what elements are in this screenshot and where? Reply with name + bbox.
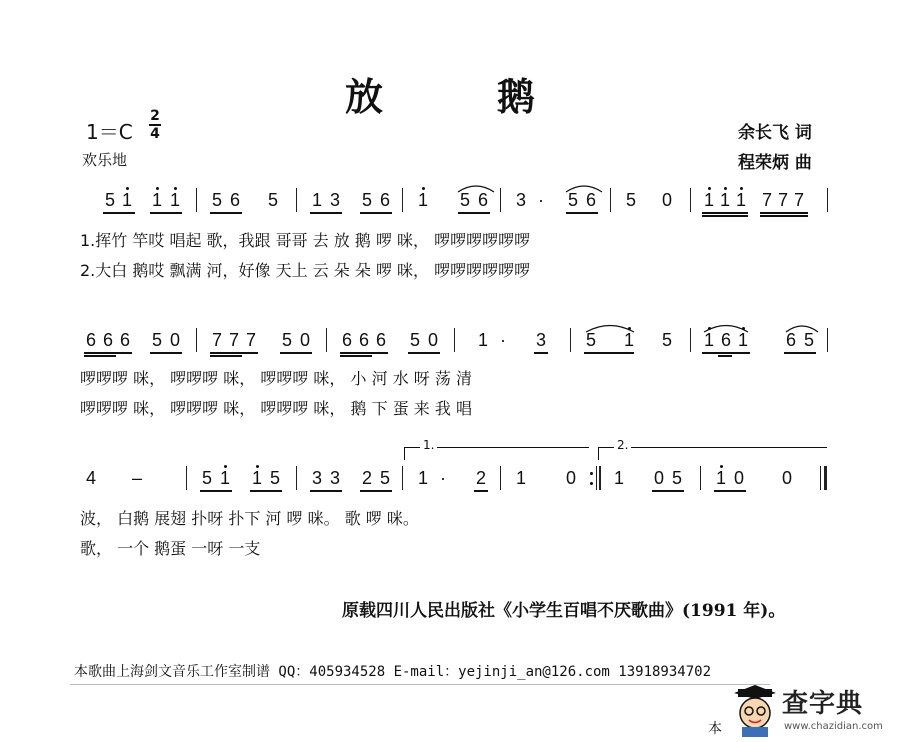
note: 6 — [586, 190, 597, 210]
note: 1 — [418, 190, 428, 211]
slur-mark — [702, 322, 750, 334]
note: 7 — [229, 330, 240, 350]
note: 5 — [410, 330, 421, 350]
lyricist-credit: 余长飞 词 — [738, 123, 812, 143]
note: 1 — [516, 468, 527, 488]
volta-bracket-2 — [598, 447, 827, 460]
note: 5 — [202, 468, 213, 488]
note: 5 — [105, 190, 116, 210]
time-signature — [148, 108, 162, 142]
lyric-verse-2: 啰啰啰 咪， 啰啰啰 咪， 啰啰啰 咪， 鹅 下 蛋 来 我 唱 — [80, 399, 472, 418]
note: 0 — [428, 330, 439, 350]
note: 5 — [460, 190, 471, 210]
note: 5 — [152, 330, 163, 350]
footer-credit: 本歌曲上海剑文音乐工作室制谱 QQ：405934528 E-mail：yejinji_an@126.com 13918934702 — [74, 664, 712, 680]
note: 5 — [804, 330, 815, 350]
note: 5 — [662, 330, 673, 350]
lyric-verse-1: 啰啰啰 咪， 啰啰啰 咪， 啰啰啰 咪， 小 河 水 呀 荡 清 — [80, 369, 472, 388]
slur-mark — [584, 322, 636, 334]
note: 1 — [736, 190, 746, 211]
note: 6 — [721, 330, 732, 350]
note: 5 — [586, 330, 597, 350]
note: 1 — [152, 190, 162, 211]
note: 6 — [786, 330, 797, 350]
note: – — [132, 468, 143, 488]
note: 5 — [672, 468, 683, 488]
note: 3 — [330, 468, 341, 488]
note: 0 — [300, 330, 311, 350]
mascot-icon — [732, 683, 780, 737]
note: · — [440, 468, 446, 488]
note: 7 — [778, 190, 789, 210]
note: 1 — [312, 190, 323, 210]
note: 3 — [330, 190, 341, 210]
lyric-verse-2: 歌， 一个 鹅蛋 一呀 一支 — [80, 539, 261, 558]
note: 1 — [252, 468, 262, 489]
note: 7 — [246, 330, 257, 350]
note: 1 — [220, 468, 230, 489]
note: 1 — [478, 330, 489, 350]
note: 1 — [624, 330, 634, 351]
song-title: 放 鹅 — [345, 74, 536, 119]
note: 5 — [212, 190, 223, 210]
note: 1 — [738, 330, 748, 351]
note: · — [538, 190, 544, 210]
note: 3 — [516, 190, 527, 210]
slur-mark — [456, 182, 496, 194]
note: 4 — [86, 468, 97, 488]
note: 1 — [170, 190, 180, 211]
note: 0 — [170, 330, 181, 350]
lyric-verse-1: 1.挥竹 竿哎 唱起 歌，我跟 哥哥 去 放 鹅 啰 咪， 啰啰啰啰啰啰 — [80, 231, 531, 250]
note: 6 — [86, 330, 97, 350]
note: 1 — [122, 190, 132, 211]
lyric-verse-2: 2.大白 鹅哎 飘满 河，好像 天上 云 朵 朵 啰 咪， 啰啰啰啰啰啰 — [80, 261, 531, 280]
site-logo — [732, 683, 890, 737]
logo-text: 查字典 — [782, 689, 864, 719]
note: 5 — [362, 190, 373, 210]
note: 5 — [268, 190, 279, 210]
logo-url: www.chazidian.com — [784, 721, 883, 732]
note: 5 — [270, 468, 281, 488]
note: 3 — [312, 468, 323, 488]
source-note: 原载四川人民出版社《小学生百唱不厌歌曲》(1991 年)。 — [342, 601, 786, 621]
note: 6 — [342, 330, 353, 350]
volta-label-1: 1. — [420, 438, 437, 452]
note: 6 — [120, 330, 131, 350]
volta-label-2: 2. — [614, 438, 631, 452]
note: 6 — [230, 190, 241, 210]
note: 6 — [103, 330, 114, 350]
time-signature-top: 2 — [150, 108, 160, 124]
note: 0 — [734, 468, 745, 488]
note: 5 — [380, 468, 391, 488]
note: 0 — [662, 190, 673, 210]
note: 2 — [362, 468, 373, 488]
note: 1 — [704, 190, 714, 211]
tempo-marking: 欢乐地 — [82, 151, 128, 169]
note: 6 — [380, 190, 391, 210]
note: 6 — [376, 330, 387, 350]
note: 7 — [794, 190, 805, 210]
note: 1 — [614, 468, 625, 488]
note: 5 — [626, 190, 637, 210]
time-signature-bottom: 4 — [150, 125, 160, 142]
note: · — [500, 330, 506, 350]
note: 2 — [476, 468, 487, 488]
note: 6 — [359, 330, 370, 350]
note: 1 — [716, 468, 726, 489]
lyric-verse-1: 波， 白鹅 展翅 扑呀 扑下 河 啰 咪。 歌 啰 咪。 — [80, 509, 419, 528]
note: 6 — [478, 190, 489, 210]
slur-mark — [564, 182, 604, 194]
note: 1 — [704, 330, 714, 351]
note: 5 — [282, 330, 293, 350]
footer-rule — [70, 684, 770, 685]
slur-mark — [784, 322, 820, 334]
corner-char: 本 — [708, 721, 722, 737]
note: 7 — [212, 330, 223, 350]
key-signature: 1＝C — [86, 120, 133, 144]
note: 7 — [762, 190, 773, 210]
note: 5 — [568, 190, 579, 210]
note: 1 — [418, 468, 429, 488]
note: 0 — [566, 468, 577, 488]
composer-credit: 程荣炳 曲 — [738, 153, 812, 173]
note: 1 — [720, 190, 730, 211]
note: 0 — [782, 468, 793, 488]
note: 0 — [654, 468, 665, 488]
note: 3 — [536, 330, 547, 350]
